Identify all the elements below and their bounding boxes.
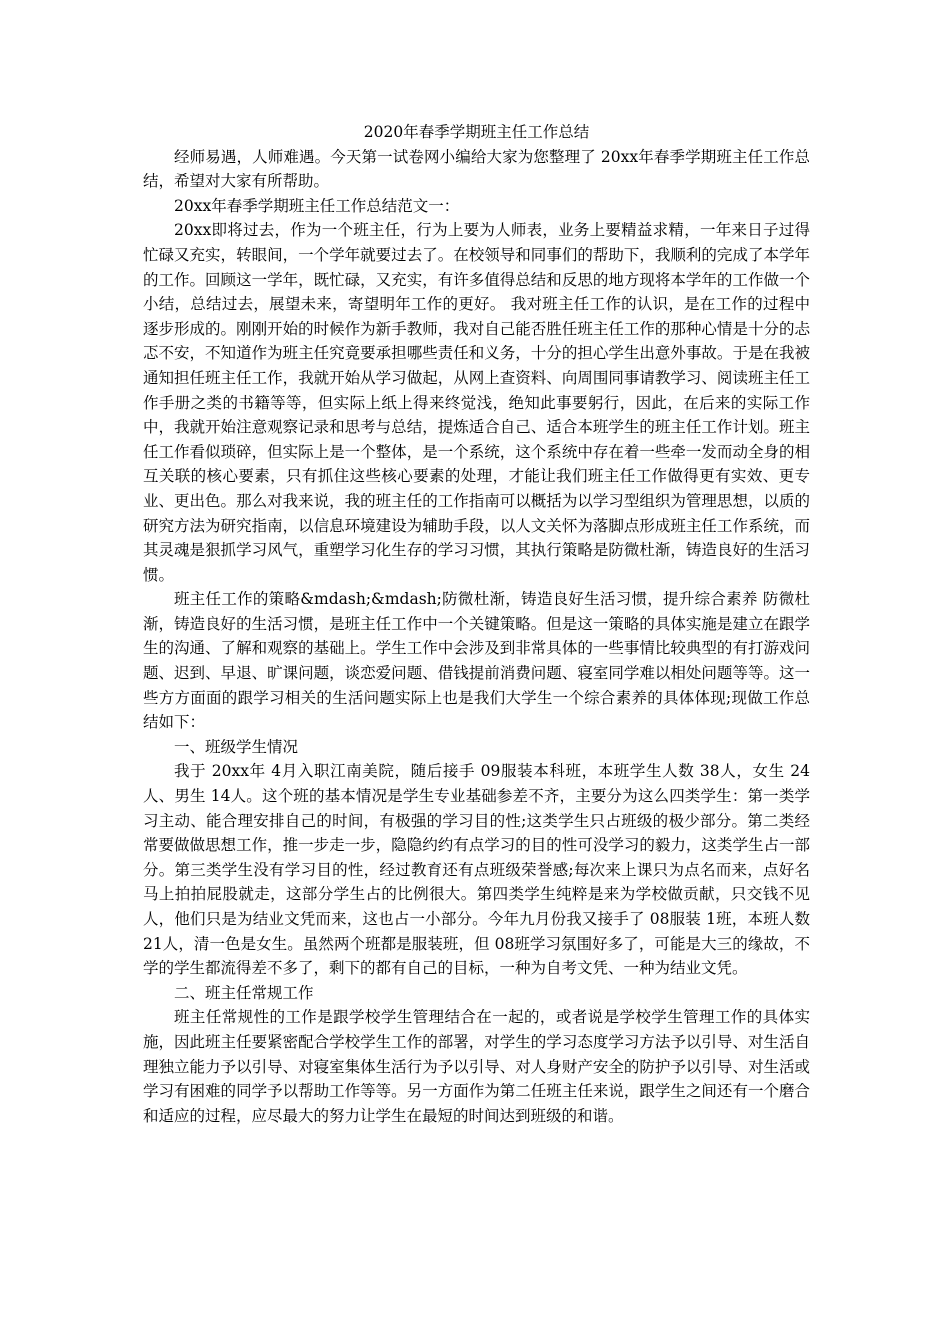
section-1-paragraph: 我于 20xx年 4月入职江南美院，随后接手 09服装本科班，本班学生人数 38人，女生 24人、男生 14人。这个班的基本情况是学生专业基础参差不齐，主要分为这么四类学生：第一类学习主动、能合理安排自己的时间，有极强的学习目的性;这类学生只占班级的极少部分。第二类经常要做做思想工作，推一步走一步，隐隐约约有点学习的目的性可没学习的毅力，这类学生占一部分。第三类学生没有学习目的性，经过教育还有点班级荣誉感;每次来上课只为点名而来，点好名马上拍拍屁股就走，这部分学生占的比例很大。第四类学生纯粹是来为学校做贡献，只交钱不见人，他们只是为结业文凭而来，这也占一小部分。今年九月份我又接手了 08服装 1班，本班人数 21人，清一色是女生。虽然两个班都是服装班，但 08班学习氛围好多了，可能是大三的缘故，不学的学生都流得差不多了，剩下的都有自己的目标，一种为自考文凭、一种为结业文凭。 bbox=[143, 762, 810, 978]
document-title: 2020年春季学期班主任工作总结 bbox=[363, 123, 590, 141]
section-heading-2: 二、班主任常规工作 bbox=[174, 983, 314, 1002]
section-heading-1: 一、班级学生情况 bbox=[174, 737, 299, 756]
body-paragraph-2: 班主任工作的策略&mdash;&mdash;防微杜渐，铸造良好生活习惯，提升综合素养 防微杜渐，铸造良好的生活习惯，是班主任工作中一个关键策略。但是这一策略的具体实施是建立在跟学生的沟通、了解和观察的基础上。学生工作中会涉及到非常具体的一些事情比较典型的有打游戏问题、迟到、早退、旷课问题，谈恋爱问题、借钱提前消费问题、寝室同学难以相处问题等等。这一些方方面面的跟学习相关的生活问题实际上也是我们大学生一个综合素养的具体体现;现做工作总结如下： bbox=[143, 590, 810, 732]
body-paragraph-1: 20xx即将过去，作为一个班主任，行为上要为人师表，业务上要精益求精，一年来日子过得忙碌又充实，转眼间，一个学年就要过去了。在校领导和同事们的帮助下，我顺利的完成了本学年的工作。回顾这一学年，既忙碌，又充实，有许多值得总结和反思的地方现将本学年的工作做一个小结，总结过去，展望未来，寄望明年工作的更好。 我对班主任工作的认识，是在工作的过程中逐步形成的。刚刚开始的时候作为新手教师，我对自己能否胜任班主任工作的那种心情是十分的忐忑不安，不知道作为班主任究竟要承担哪些责任和义务，十分的担心学生出意外事故。于是在我被通知担任班主任工作，我就开始从学习做起，从网上查资料、向周围同事请教学习、阅读班主任工作手册之类的书籍等等，但实际上纸上得来终觉浅，绝知此事要躬行，因此，在后来的实际工作中，我就开始注意观察记录和思考与总结，提炼适合自己、适合本班学生的班主任工作计划。班主任工作看似琐碎，但实际上是一个整体，是一个系统，这个系统中存在着一些牵一发而动全身的相互关联的核心要素，只有抓住这些核心要素的处理，才能让我们班主任工作做得更有实效、更专业、更出色。那么对我来说，我的班主任的工作指南可以概括为以学习型组织为管理思想，以质的研究方法为研究指南，以信息环境建设为辅助手段，以人文关怀为落脚点形成班主任工作系统，而其灵魂是狠抓学习风气，重塑学习化生存的学习习惯，其执行策略是防微杜渐，铸造良好的生活习惯。 bbox=[143, 221, 810, 584]
document-page bbox=[143, 120, 810, 1128]
sample-heading: 20xx年春季学期班主任工作总结范文一： bbox=[174, 196, 460, 215]
intro-paragraph: 经师易遇，人师难遇。今天第一试卷网小编给大家为您整理了 20xx年春季学期班主任工作总结，希望对大家有所帮助。 bbox=[143, 147, 810, 191]
section-2-paragraph: 班主任常规性的工作是跟学校学生管理结合在一起的，或者说是学校学生管理工作的具体实施，因此班主任要紧密配合学校学生工作的部署，对学生的学习态度学习方法予以引导、对生活自理独立能力予以引导、对寝室集体生活行为予以引导、对人身财产安全的防护予以引导、对生活或学习有困难的同学予以帮助工作等等。另一方面作为第二任班主任来说，跟学生之间还有一个磨合和适应的过程，应尽最大的努力让学生在最短的时间达到班级的和谐。 bbox=[143, 1008, 810, 1125]
